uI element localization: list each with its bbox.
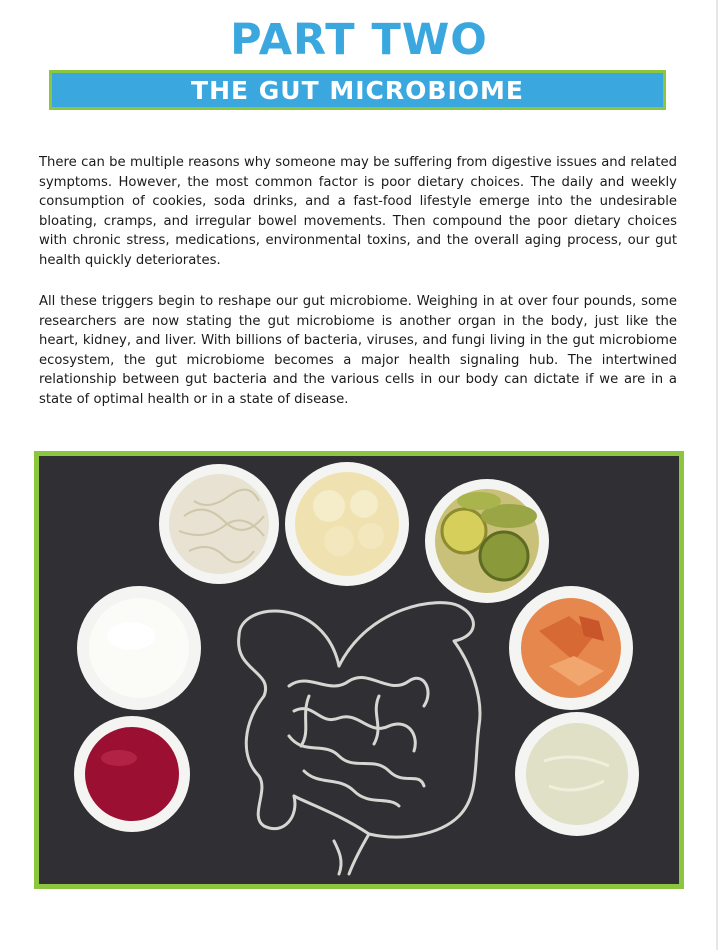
photo-illustration xyxy=(39,456,679,884)
section-banner xyxy=(49,70,666,110)
bowl-pickle-brine xyxy=(515,712,639,836)
bowl-yogurt xyxy=(77,586,201,710)
section-title: THE GUT MICROBIOME xyxy=(191,75,524,105)
bowl-pickled-cauliflower xyxy=(285,462,409,586)
body-paragraph-1: There can be multiple reasons why someone may be suffering from digestive issues and related symptoms. However, the most common factor is poor dietary choices. The daily and weekly consumption of cookies, soda drinks, and a fast-food lifestyle emerge into the undesirable bloating, cramps, and irregular bowel movements. Then compound the poor dietary choices with chronic stress, medications, environmental toxins, and the overall aging process, our gut health quickly deteriorates. xyxy=(39,155,677,268)
body-paragraph-2: All these triggers begin to reshape our gut microbiome. Weighing in at over four pounds, some researchers are now stating the gut microbiome is another organ in the body, just like the heart, kidney, and liver. With billions of bacteria, viruses, and fungi living in the gut microbiome ecosystem, the gut microbiome becomes a major health signaling hub. The intertwined relationship between gut bacteria and the various cells in our body can dictate if we are in a state of optimal health or in a state of disease. xyxy=(39,294,677,407)
bowl-beet-kvass xyxy=(74,716,190,832)
bowl-sauerkraut xyxy=(159,464,279,584)
bowl-pickles xyxy=(425,479,549,603)
part-title: PART TWO xyxy=(230,15,488,65)
bowl-kimchi xyxy=(509,586,633,710)
fermented-foods-photo xyxy=(34,451,684,889)
